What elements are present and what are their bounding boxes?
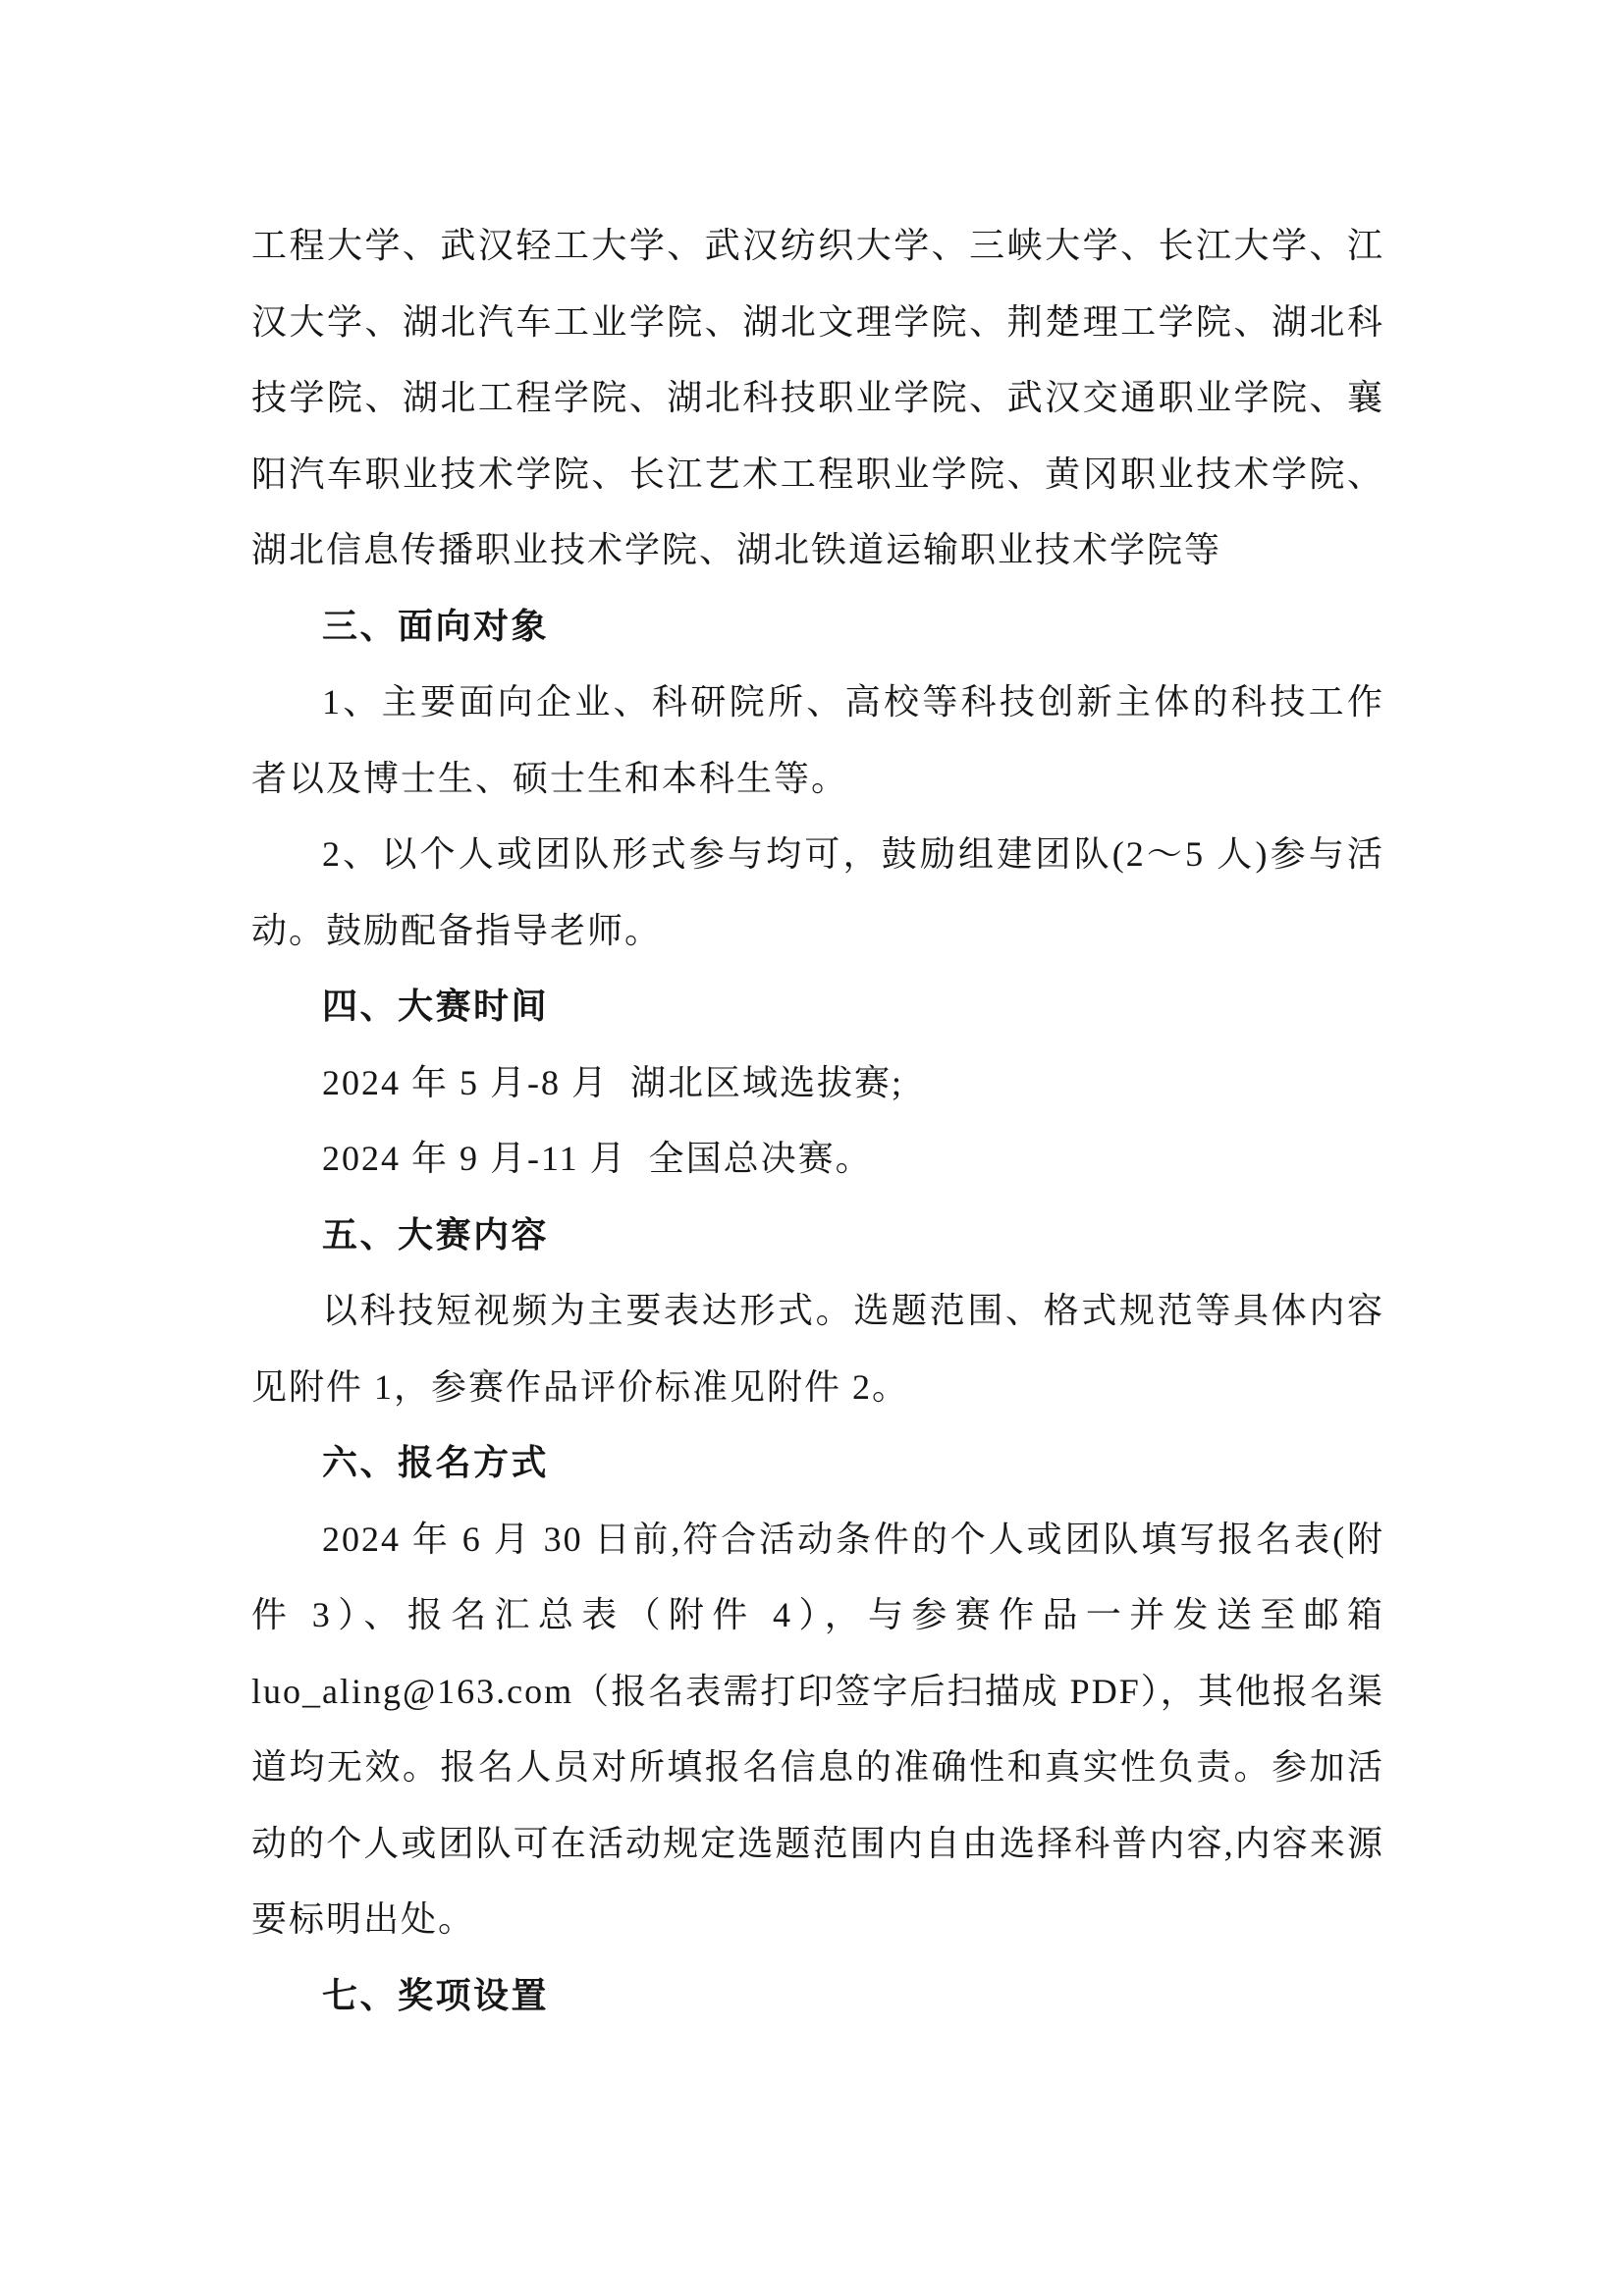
body-paragraph: 2、以个人或团队形式参与均可，鼓励组建团队(2～5 人)参与活动。鼓励配备指导老师。 xyxy=(251,834,1384,950)
body-paragraph: 2024 年 9 月-11 月 全国总决赛。 xyxy=(322,1139,873,1178)
body-paragraph: 2024 年 5 月-8 月 湖北区域选拔赛; xyxy=(322,1062,903,1102)
body-paragraph: 2024 年 6 月 30 日前,符合活动条件的个人或团队填写报名表(附件 3）、报名汇总表（附件 4），与参赛作品一并发送至邮箱luo_aling@163.com（报名表需打印签字后扫描成 PDF），其他报名渠道均无效。报名人员对所填报名信息的准确性和真实性负责。参加活动的个人或团队可在活动规定选题范围内自由选择科普内容,内容来源要标明出处。 xyxy=(251,1519,1384,1939)
document-body xyxy=(251,208,1384,2034)
section-heading: 四、大赛时间 xyxy=(322,987,550,1026)
section-heading: 七、奖项设置 xyxy=(322,1975,550,2015)
body-paragraph: 以科技短视频为主要表达形式。选题范围、格式规范等具体内容见附件 1，参赛作品评价标准见附件 2。 xyxy=(251,1291,1384,1407)
section-heading: 六、报名方式 xyxy=(322,1443,550,1482)
body-paragraph: 1、主要面向企业、科研院所、高校等科技创新主体的科技工作者以及博士生、硕士生和本科生等。 xyxy=(251,682,1384,798)
body-paragraph: 工程大学、武汉轻工大学、武汉纺织大学、三峡大学、长江大学、江汉大学、湖北汽车工业学院、湖北文理学院、荆楚理工学院、湖北科技学院、湖北工程学院、湖北科技职业学院、武汉交通职业学院、襄阳汽车职业技术学院、长江艺术工程职业学院、黄冈职业技术学院、湖北信息传播职业技术学院、湖北铁道运输职业技术学院等 xyxy=(251,226,1384,569)
section-heading: 五、大赛内容 xyxy=(322,1214,550,1255)
section-heading: 三、面向对象 xyxy=(322,606,550,646)
